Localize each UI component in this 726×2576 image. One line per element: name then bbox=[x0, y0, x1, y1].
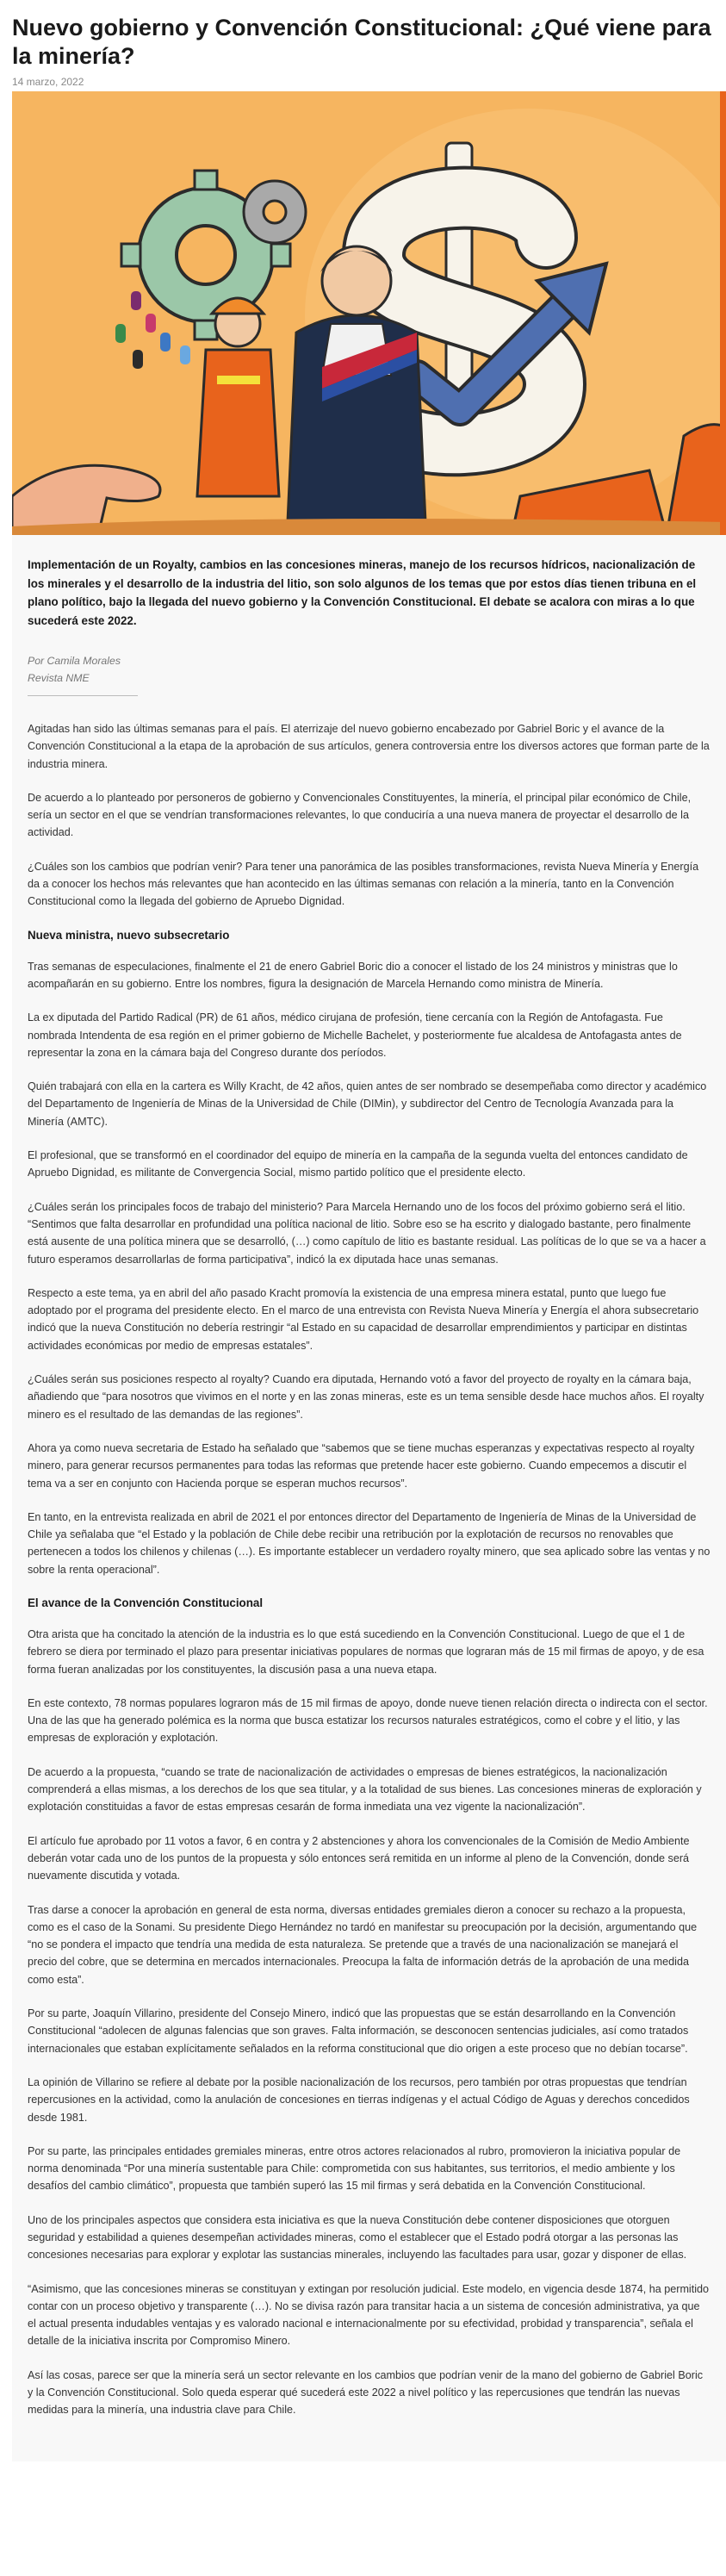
byline-divider bbox=[28, 695, 138, 696]
paragraph: El artículo fue aprobado por 11 votos a favor, 6 en contra y 2 abstenciones y ahora los convencionales de la Comisión de Medio Ambiente deberán votar cada uno de los puntos de la propuesta y sólo entonces será remitida en un informe al pleno de la Convención, donde será nuevamente discutida y votada. bbox=[28, 1834, 690, 1882]
paragraph: Tras darse a conocer la aprobación en general de esta norma, diversas entidades gremiales dieron a conocer su rechazo a la propuesta, como es el caso de la Sonami. Su presidente Diego Hernández no tardó en manifestar su preocupación por la decisión, argumentando que “no se pondera el impacto que tendría una medida de esta naturaleza. Se pretende que a través de una nacionalización se manejará el precio del cobre, que se determina en mercados internacionales. Preocupa la falta de información detrás de la aprobación de una medida como esta”. bbox=[28, 1903, 698, 1986]
paragraph: Así las cosas, parece ser que la minería será un sector relevante en los cambios que podrían venir de la mano del gobierno de Gabriel Boric y la Convención Constitucional. Solo queda esperar qué sucederá este 2022 a nivel político y las repercusiones que tendrán las nuevas medidas para la minería, una industria clave para Chile. bbox=[28, 2368, 704, 2417]
publication-name: Revista NME bbox=[28, 672, 90, 684]
paragraph: Quién trabajará con ella en la cartera es Willy Kracht, de 42 años, quien antes de ser nombrado se desempeñaba como director y académico del Departamento de Ingeniería de Minas de la Universidad de Chile (DIMin), y subdirector del Centro de Tecnología Avanzada para la Minería (AMTC). bbox=[28, 1080, 707, 1128]
paragraph: Uno de los principales aspectos que considera esta iniciativa es que la nueva Constitución debe contener disposiciones que otorguen seguridad y estabilidad a quienes desempeñan actividades mineras, como el establecer que el Estado podrá otorgar a las personas las concesiones necesarias para explorar y explotar las sustancias minerales, incluyendo las facultades para usar, gozar y disponer de ellas. bbox=[28, 2213, 687, 2262]
section-heading: El avance de la Convención Constitucional bbox=[28, 1596, 264, 1609]
paragraph: El profesional, que se transformó en el coordinador del equipo de minería en la campaña de la segunda vuelta del entonces candidato de Apruebo Dignidad, es militante de Convergencia Social, mismo partido político que el presidente electo. bbox=[28, 1149, 688, 1179]
article-lede: Implementación de un Royalty, cambios en las concesiones mineras, manejo de los recursos hídricos, nacionalización de los minerales y el desarrollo de la industria del litio, son solo algunos de los temas que por estos días tienen tribuna en el plano político, bajo la llegada del nuevo gobierno y la Convención Constitucional. El debate se acalora con miras a lo que sucederá este 2022. bbox=[28, 558, 697, 627]
paragraph: ¿Cuáles son los cambios que podrían venir? Para tener una panorámica de las posibles transformaciones, revista Nueva Minería y Energía da a conocer los hechos más relevantes que han acontecido en las últimas semanas con relación a la minería, tanto en la Convención Constitucional como la llegada del gobierno de Apruebo Dignidad. bbox=[28, 860, 699, 908]
paragraph: Otra arista que ha concitado la atención de la industria es lo que está sucediendo en la Convención Constitucional. Luego de que el 1 de febrero se diera por terminado el plazo para presentar iniciativas populares de normas que lograran más de 15 mil firmas de apoyo, y de esa forma fueran analizadas por los constituyentes, la discusión pasa a una nueva etapa. bbox=[28, 1627, 704, 1676]
article-header bbox=[0, 0, 726, 88]
paragraph: La opinión de Villarino se refiere al debate por la posible nacionalización de los recursos, pero también por otras propuestas que tendrían repercusiones en la actividad, como la anulación de concesiones en tierras indígenas y el actual Código de Aguas y derechos concedidos desde 1981. bbox=[28, 2075, 690, 2124]
paragraph: Agitadas han sido las últimas semanas para el país. El aterrizaje del nuevo gobierno encabezado por Gabriel Boric y el avance de la Convención Constitucional a la etapa de la aprobación de sus artículos, genera controversia entre los diversos actores que forman parte de la industria minera. bbox=[28, 723, 710, 770]
article-body bbox=[12, 535, 726, 2461]
paragraph: En tanto, en la entrevista realizada en abril de 2021 el por entonces director del Departamento de Ingeniería de Minas de la Universidad de Chile ya señalaba que “el Estado y la población de Chile debe recibir una retribución por la explotación de recursos no renovables que pertenecen a todos los chilenos y chilenas (…). Es importante establecer un verdadero royalty minero, que sea aplicado sobre las ventas y no sobre la renta operacional”. bbox=[28, 1510, 710, 1576]
article-title: Nuevo gobierno y Convención Constitucional: ¿Qué viene para la minería? bbox=[12, 15, 711, 69]
hero-accent-bar bbox=[720, 91, 726, 535]
byline bbox=[28, 652, 710, 687]
paragraph: Por su parte, las principales entidades gremiales mineras, entre otros actores relacionados al rubro, promovieron la iniciativa popular de norma denominada “Por una minería sustentable para Chile: comprometida con sus habitantes, sus territorios, el medio ambiente y los desafíos del cambio climático”, propuesta que también superó las 15 mil firmas y será debatida en la Convención Constitucional. bbox=[28, 2144, 681, 2193]
paragraph: En este contexto, 78 normas populares lograron más de 15 mil firmas de apoyo, donde nueve tienen relación directa o indirecta con el sector. Una de las que ha generado polémica es la norma que busca estatizar los recursos naturales estratégicos, como el cobre y el litio, y las empresas de exploración y explotación. bbox=[28, 1696, 708, 1745]
hero-illustration-svg bbox=[12, 91, 726, 535]
paragraph: Respecto a este tema, ya en abril del año pasado Kracht promovía la existencia de una empresa minera estatal, punto que luego fue adoptado por el programa del presidente electo. En el marco de una entrevista con Revista Nueva Minería y Energía el ahora subsecretario indicó que la nueva Constitución no debería restringir “al Estado en su capacidad de desarrollar emprendimientos y participar en distintas actividades económicas por medio de empresas estatales”. bbox=[28, 1286, 699, 1352]
paragraph: ¿Cuáles serán sus posiciones respecto al royalty? Cuando era diputada, Hernando votó a favor del proyecto de royalty en la cámara baja, añadiendo que “para nosotros que vivimos en el norte y en las zonas mineras, este es un tema sensible desde hace muchos años. El royalty minero es el resultado de las demandas de las regiones”. bbox=[28, 1373, 704, 1421]
body-content bbox=[28, 720, 710, 2419]
paragraph: “Asimismo, que las concesiones mineras se constituyan y extingan por resolución judicial. Este modelo, en vigencia desde 1874, ha permitido contar con un proceso objetivo y transparente (…). No se divisa razón para transitar hacia a un sistema de concesión administrativa, ya que el actual presenta indudables ventajas y es valorado nacional e internacionalmente por su efectividad, probidad y transparencia”, señala el detalle de la iniciativa inscrita por Compromiso Minero. bbox=[28, 2282, 710, 2348]
paragraph: De acuerdo a la propuesta, “cuando se trate de nacionalización de actividades o empresas de bienes estratégicos, la nacionalización comprenderá a ellas mismas, a los derechos de los que sea titular, y a la totalidad de sus bienes. Las concesiones mineras de exploración y explotación constituidas a favor de estas empresas cesarán de forma inmediata una vez vigente la nacionalización”. bbox=[28, 1765, 702, 1814]
paragraph: La ex diputada del Partido Radical (PR) de 61 años, médico cirujana de profesión, tiene cercanía con la Región de Antofagasta. Fue nombrada Intendenta de esa región en el primer gobierno de Michelle Bachelet, y posteriormente fue alcaldesa de Antofagasta antes de representar la zona en la cámara baja del Congreso durante dos períodos. bbox=[28, 1011, 682, 1059]
paragraph: De acuerdo a lo planteado por personeros de gobierno y Convencionales Constituyentes, la minería, el principal pilar económico de Chile, sería un sector en el que se vendrían transformaciones relevantes, lo que conduciría a una nueva manera de proyectar el desarrollo de la actividad. bbox=[28, 791, 692, 839]
publish-date: 14 marzo, 2022 bbox=[12, 76, 84, 88]
paragraph: Por su parte, Joaquín Villarino, presidente del Consejo Minero, indicó que las propuestas que se están desarrollando en la Convención Constitucional “adolecen de algunas falencias que son graves. Falta información, se desconocen sentencias judiciales, así como tratados internacionales que estaban explícitamente señalados en la reforma constitucional que dio origen a este proceso que no debían tocarse”. bbox=[28, 2007, 689, 2055]
paragraph: Tras semanas de especulaciones, finalmente el 21 de enero Gabriel Boric dio a conocer el listado de los 24 ministros y ministras que lo acompañarán en su gobierno. Entre los nombres, figura la designación de Marcela Hernando como ministra de Minería. bbox=[28, 960, 678, 990]
section-heading: Nueva ministra, nuevo subsecretario bbox=[28, 928, 230, 942]
hero-illustration bbox=[12, 91, 726, 535]
paragraph: Ahora ya como nueva secretaria de Estado ha señalado que “sabemos que se tiene muchas esperanzas y expectativas respecto al royalty minero, para generar recursos permanentes para todas las reformas que pretende hacer este gobierno. Cuando empecemos a discutir el tema va a ser en conjunto con Hacienda porque se esperan muchos recursos”. bbox=[28, 1441, 695, 1490]
author-name: Por Camila Morales bbox=[28, 655, 121, 667]
small-gear-icon bbox=[244, 181, 306, 243]
paragraph: ¿Cuáles serán los principales focos de trabajo del ministerio? Para Marcela Hernando uno de los focos del próximo gobierno será el litio. “Sentimos que falta desarrollar en profundidad una política nacional de litio. Sobre eso se ha escrito y dialogado bastante, pero finalmente está ausente de una política minera que se desarrolló, (…) como capítulo de litio es bastante residual. Las políticas de lo que se va a hacer a futuro esperamos desarrollarlas de forma participativa”, indicó la ex diputada hace unas semanas. bbox=[28, 1200, 706, 1266]
